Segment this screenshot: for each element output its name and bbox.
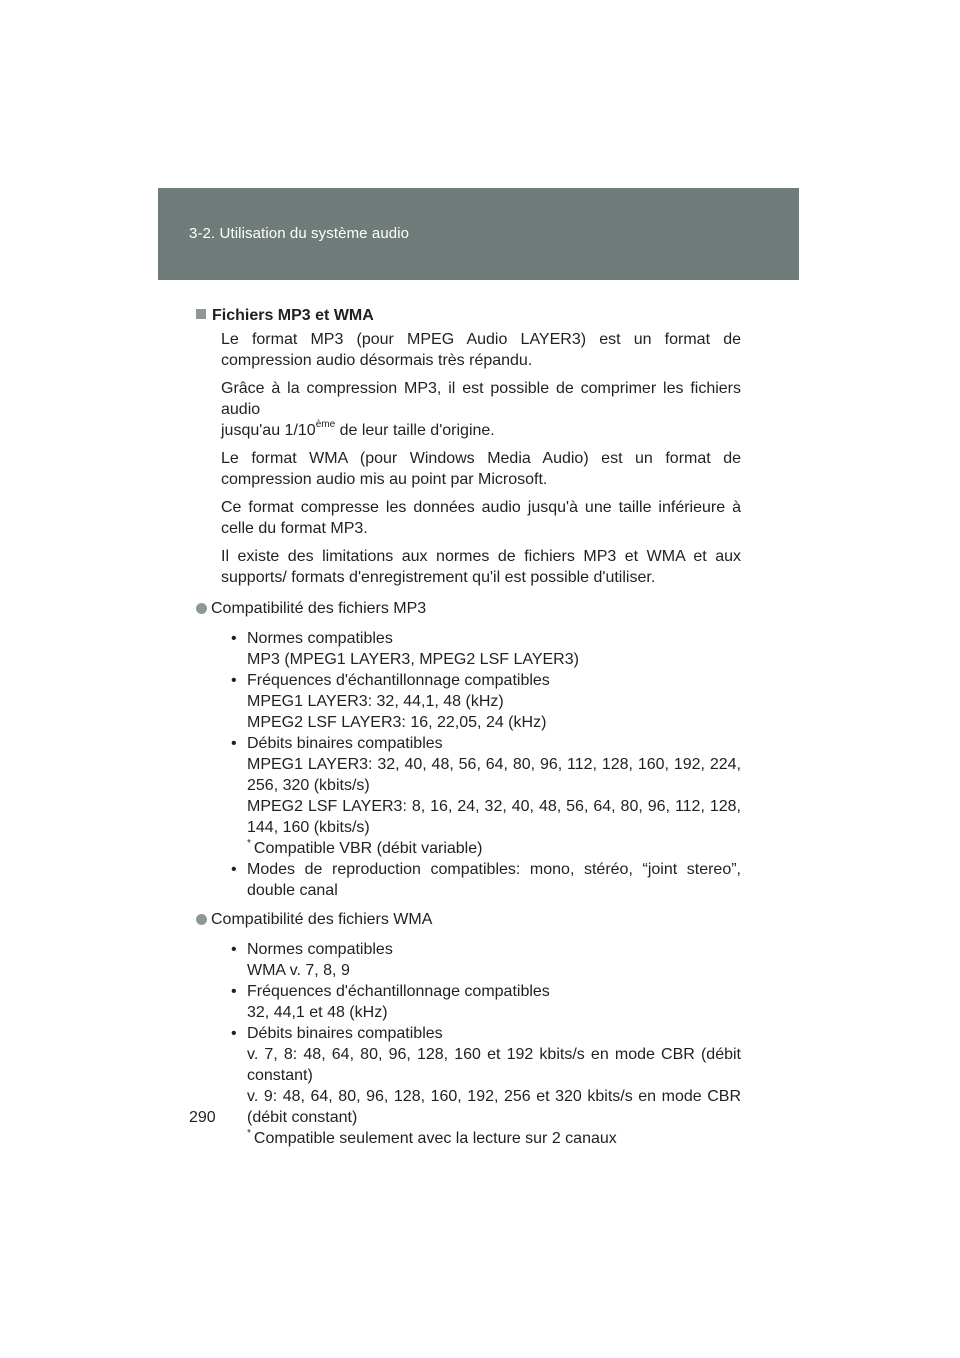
mp3-standards-label: Normes compatibles [247, 630, 393, 647]
bullet-icon: • [231, 983, 237, 1000]
mp3-freq-detail [247, 691, 741, 733]
wma-compat-title: Compatibilité des fichiers WMA [211, 911, 433, 928]
mp3-modes-detail [247, 880, 741, 901]
section-heading [196, 305, 741, 326]
mp3-modes-line2: double canal [247, 882, 338, 899]
bullet-icon: • [231, 861, 237, 878]
list-item-wma-frequencies [233, 981, 741, 1023]
mp3-bitrate-detail [247, 754, 741, 859]
square-bullet-icon [196, 309, 206, 319]
bullet-icon: • [231, 735, 237, 752]
footnote-asterisk: * [247, 838, 251, 849]
list-item-wma-bitrates [233, 1023, 741, 1149]
wma-footnote-text: Compatible seulement avec la lecture sur 2 canaux [253, 1130, 617, 1147]
list-item-mp3-frequencies [233, 670, 741, 733]
paragraph-mp3-compression [221, 378, 741, 441]
section-header-title: 3-2. Utilisation du système audio [189, 225, 410, 242]
bullet-icon: • [231, 941, 237, 958]
superscript-eme: ème [315, 419, 336, 430]
wma-standards-detail [247, 960, 741, 981]
paragraph-wma-size: Ce format compresse les données audio jusqu'à une taille inférieure à celle du format MP3. [221, 499, 741, 537]
mp3-footnote [247, 838, 741, 859]
paragraph-mp3-compression-pre: jusqu'au 1/10 [221, 422, 316, 439]
circle-bullet-icon [196, 914, 207, 925]
paragraph-mp3-compression-line1: Grâce à la compression MP3, il est possible de comprimer les fichiers audio [221, 380, 741, 418]
paragraph-limitations: Il existe des limitations aux normes de fichiers MP3 et WMA et aux supports/ formats d'enregistrement qu'il est possible d'utiliser. [221, 548, 741, 586]
wma-bitrate-v9-line2: (débit constant) [247, 1109, 358, 1126]
mp3-bitrate-label: Débits binaires compatibles [247, 735, 443, 752]
wma-footnote [247, 1128, 741, 1149]
mp3-footnote-text: Compatible VBR (débit variable) [253, 840, 483, 857]
wma-freq-value: 32, 44,1 et 48 (kHz) [247, 1004, 388, 1021]
wma-bitrate-v9-line1: v. 9: 48, 64, 80, 96, 128, 160, 192, 256 et 320 kbits/s en mode CBR [247, 1088, 741, 1105]
list-item-mp3-standards [233, 628, 741, 670]
wma-freq-detail [247, 1002, 741, 1023]
wma-bitrate-v78-line1: v. 7, 8: 48, 64, 80, 96, 128, 160 et 192 kbits/s en mode CBR (débit [247, 1046, 741, 1063]
bullet-icon: • [231, 672, 237, 689]
footnote-asterisk: * [247, 1128, 251, 1139]
wma-bitrate-detail [247, 1044, 741, 1149]
mp3-compat-heading [196, 598, 741, 619]
mp3-bitrate-mpeg1-line2: 256, 320 (kbits/s) [247, 777, 370, 794]
mp3-standards-value: MP3 (MPEG1 LAYER3, MPEG2 LSF LAYER3) [247, 651, 579, 668]
mp3-freq-mpeg2: MPEG2 LSF LAYER3: 16, 22,05, 24 (kHz) [247, 714, 547, 731]
mp3-freq-mpeg1: MPEG1 LAYER3: 32, 44,1, 48 (kHz) [247, 693, 504, 710]
mp3-compat-title: Compatibilité des fichiers MP3 [211, 600, 427, 617]
paragraph-wma-intro: Le format WMA (pour Windows Media Audio) est un format de compression audio mis au point par Microsoft. [221, 450, 741, 488]
wma-standards-value: WMA v. 7, 8, 9 [247, 962, 350, 979]
wma-compat-heading [196, 909, 741, 930]
wma-bitrate-label: Débits binaires compatibles [247, 1025, 443, 1042]
circle-bullet-icon [196, 603, 207, 614]
section-heading-text: Fichiers MP3 et WMA [212, 307, 374, 324]
mp3-freq-label: Fréquences d'échantillonnage compatibles [247, 672, 550, 689]
mp3-bitrate-mpeg1-line1: MPEG1 LAYER3: 32, 40, 48, 56, 64, 80, 96, 112, 128, 160, 192, 224, [247, 756, 741, 773]
mp3-standards-detail [247, 649, 741, 670]
bullet-icon: • [231, 630, 237, 647]
page-content [196, 305, 741, 1149]
mp3-bitrate-mpeg2-line2: 144, 160 (kbits/s) [247, 819, 370, 836]
list-item-wma-standards [233, 939, 741, 981]
list-item-mp3-bitrates [233, 733, 741, 859]
paragraph-mp3-compression-post: de leur taille d'origine. [335, 422, 495, 439]
wma-standards-label: Normes compatibles [247, 941, 393, 958]
paragraph-mp3-intro: Le format MP3 (pour MPEG Audio LAYER3) est un format de compression audio désormais très répandu. [221, 331, 741, 369]
bullet-icon: • [231, 1025, 237, 1042]
page-number: 290 [189, 1109, 216, 1126]
mp3-modes-line1: Modes de reproduction compatibles: mono, stéréo, “joint stereo”, [247, 861, 741, 878]
mp3-bitrate-mpeg2-line1: MPEG2 LSF LAYER3: 8, 16, 24, 32, 40, 48, 56, 64, 80, 96, 112, 128, [247, 798, 741, 815]
wma-freq-label: Fréquences d'échantillonnage compatibles [247, 983, 550, 1000]
list-item-mp3-modes [233, 859, 741, 901]
wma-bitrate-v78-line2: constant) [247, 1067, 313, 1084]
